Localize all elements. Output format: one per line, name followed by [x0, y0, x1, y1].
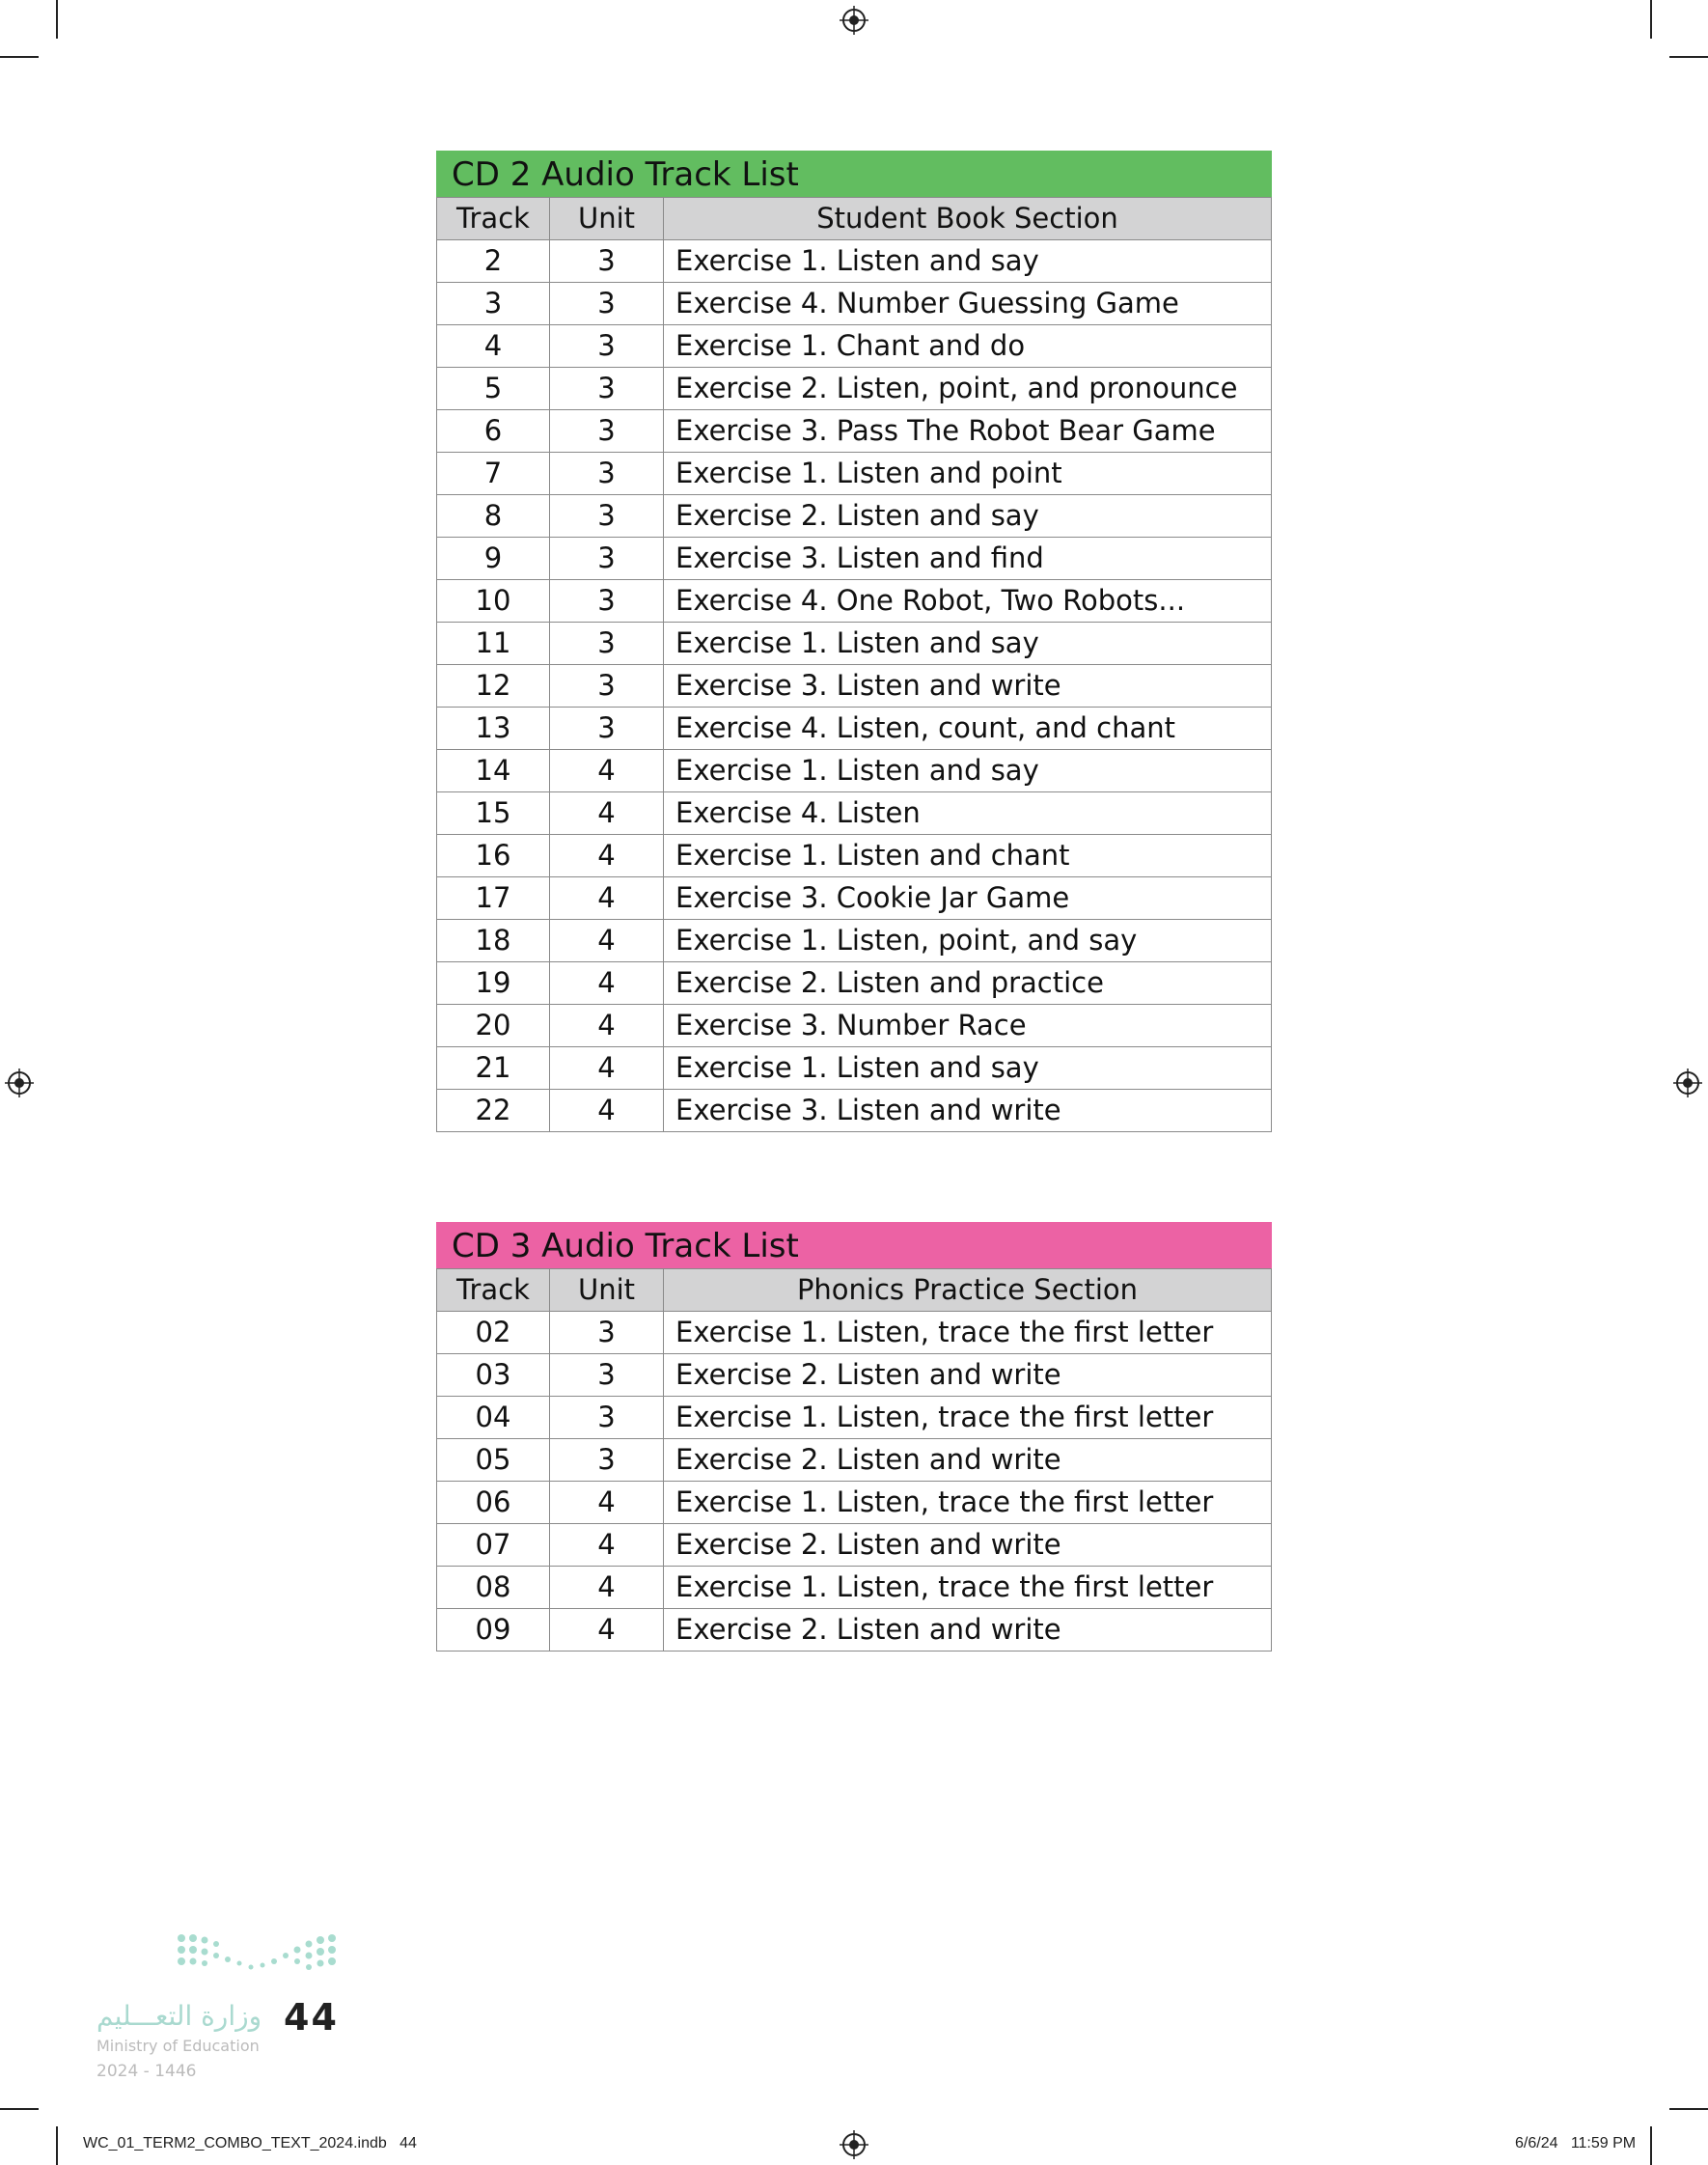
track-cell: 07 [437, 1524, 550, 1567]
table-row [437, 1005, 1272, 1047]
section-cell: Exercise 4. One Robot, Two Robots... [664, 580, 1272, 623]
table-row [437, 240, 1272, 283]
table-row [437, 453, 1272, 495]
ministry-year: 2024 - 1446 [96, 2062, 197, 2081]
section-cell: Exercise 2. Listen and practice [664, 962, 1272, 1005]
track-cell: 20 [437, 1005, 550, 1047]
table-row [437, 1047, 1272, 1090]
table-row [437, 1397, 1272, 1439]
section-cell: Exercise 2. Listen and write [664, 1524, 1272, 1567]
registration-mark-icon [5, 1069, 34, 1097]
track-cell: 12 [437, 665, 550, 708]
track-cell: 9 [437, 538, 550, 580]
section-cell: Exercise 1. Listen, point, and say [664, 920, 1272, 962]
ministry-english-name: Ministry of Education [96, 2037, 260, 2055]
cd2-title-banner: CD 2 Audio Track List [436, 151, 1272, 197]
section-cell: Exercise 1. Listen and say [664, 240, 1272, 283]
track-cell: 06 [437, 1482, 550, 1524]
section-cell: Exercise 3. Number Race [664, 1005, 1272, 1047]
track-cell: 13 [437, 708, 550, 750]
table-row [437, 665, 1272, 708]
track-cell: 22 [437, 1090, 550, 1132]
section-cell: Exercise 2. Listen and write [664, 1609, 1272, 1652]
table-row [437, 538, 1272, 580]
table-row [437, 368, 1272, 410]
unit-cell: 3 [550, 325, 664, 368]
section-cell: Exercise 3. Pass The Robot Bear Game [664, 410, 1272, 453]
track-cell: 21 [437, 1047, 550, 1090]
crop-mark [1650, 2126, 1652, 2165]
track-cell: 05 [437, 1439, 550, 1482]
section-cell: Exercise 4. Listen, count, and chant [664, 708, 1272, 750]
section-cell: Exercise 3. Cookie Jar Game [664, 877, 1272, 920]
unit-cell: 4 [550, 877, 664, 920]
crop-mark [0, 56, 39, 58]
header-section: Phonics Practice Section [664, 1269, 1272, 1312]
registration-mark-icon [840, 2130, 868, 2159]
track-cell: 02 [437, 1312, 550, 1354]
table-row [437, 920, 1272, 962]
unit-cell: 3 [550, 538, 664, 580]
unit-cell: 4 [550, 1524, 664, 1567]
unit-cell: 4 [550, 792, 664, 835]
cd3-title-banner: CD 3 Audio Track List [436, 1222, 1272, 1268]
section-cell: Exercise 4. Listen [664, 792, 1272, 835]
crop-mark [1669, 56, 1708, 58]
cd3-track-table [436, 1268, 1272, 1652]
unit-cell: 3 [550, 1439, 664, 1482]
unit-cell: 3 [550, 410, 664, 453]
crop-mark [56, 2126, 58, 2165]
unit-cell: 3 [550, 368, 664, 410]
track-cell: 19 [437, 962, 550, 1005]
section-cell: Exercise 2. Listen and say [664, 495, 1272, 538]
table-row [437, 1312, 1272, 1354]
registration-mark-icon [1673, 1069, 1702, 1097]
table-row [437, 835, 1272, 877]
table-row [437, 1439, 1272, 1482]
table-row [437, 283, 1272, 325]
track-cell: 8 [437, 495, 550, 538]
unit-cell: 3 [550, 495, 664, 538]
unit-cell: 4 [550, 1005, 664, 1047]
table-row [437, 1354, 1272, 1397]
section-cell: Exercise 1. Listen, trace the first letter [664, 1482, 1272, 1524]
header-section: Student Book Section [664, 198, 1272, 240]
track-cell: 6 [437, 410, 550, 453]
unit-cell: 4 [550, 920, 664, 962]
track-cell: 09 [437, 1609, 550, 1652]
table-row [437, 410, 1272, 453]
table-row [437, 708, 1272, 750]
unit-cell: 4 [550, 835, 664, 877]
unit-cell: 4 [550, 1567, 664, 1609]
unit-cell: 3 [550, 1397, 664, 1439]
unit-cell: 3 [550, 1354, 664, 1397]
table-row [437, 580, 1272, 623]
table-row [437, 877, 1272, 920]
ministry-logo-icon [174, 1932, 347, 1990]
crop-mark [56, 0, 58, 39]
page-number: 44 [284, 1996, 339, 2039]
slug-date-info: 6/6/24 11:59 PM [1515, 2135, 1637, 2151]
track-cell: 15 [437, 792, 550, 835]
track-cell: 10 [437, 580, 550, 623]
section-cell: Exercise 1. Chant and do [664, 325, 1272, 368]
table-row [437, 792, 1272, 835]
table-row [437, 750, 1272, 792]
unit-cell: 4 [550, 1482, 664, 1524]
section-cell: Exercise 1. Listen, trace the first letter [664, 1567, 1272, 1609]
crop-mark [0, 2108, 39, 2110]
unit-cell: 3 [550, 665, 664, 708]
registration-mark-icon [840, 6, 868, 35]
unit-cell: 3 [550, 623, 664, 665]
table-row [437, 962, 1272, 1005]
unit-cell: 4 [550, 750, 664, 792]
unit-cell: 3 [550, 453, 664, 495]
table-row [437, 1482, 1272, 1524]
track-cell: 3 [437, 283, 550, 325]
section-cell: Exercise 1. Listen and chant [664, 835, 1272, 877]
section-cell: Exercise 3. Listen and write [664, 665, 1272, 708]
track-cell: 08 [437, 1567, 550, 1609]
track-cell: 16 [437, 835, 550, 877]
section-cell: Exercise 2. Listen and write [664, 1439, 1272, 1482]
track-cell: 17 [437, 877, 550, 920]
unit-cell: 3 [550, 580, 664, 623]
section-cell: Exercise 1. Listen and say [664, 750, 1272, 792]
track-cell: 4 [437, 325, 550, 368]
table-row [437, 623, 1272, 665]
cd2-track-table [436, 197, 1272, 1132]
ministry-arabic-name: وزارة التعـــليم [96, 2000, 262, 2032]
track-cell: 14 [437, 750, 550, 792]
unit-cell: 3 [550, 240, 664, 283]
table-row [437, 325, 1272, 368]
track-cell: 2 [437, 240, 550, 283]
unit-cell: 4 [550, 1047, 664, 1090]
section-cell: Exercise 1. Listen, trace the first letter [664, 1397, 1272, 1439]
slug-file-info: WC_01_TERM2_COMBO_TEXT_2024.indb 44 [83, 2135, 417, 2151]
table-header-row [437, 198, 1272, 240]
unit-cell: 3 [550, 1312, 664, 1354]
track-cell: 5 [437, 368, 550, 410]
table-row [437, 495, 1272, 538]
table-row [437, 1567, 1272, 1609]
section-cell: Exercise 2. Listen, point, and pronounce [664, 368, 1272, 410]
unit-cell: 3 [550, 708, 664, 750]
header-track: Track [437, 1269, 550, 1312]
section-cell: Exercise 3. Listen and write [664, 1090, 1272, 1132]
section-cell: Exercise 1. Listen and say [664, 1047, 1272, 1090]
track-cell: 11 [437, 623, 550, 665]
table-row [437, 1609, 1272, 1652]
section-cell: Exercise 1. Listen, trace the first letter [664, 1312, 1272, 1354]
unit-cell: 4 [550, 1609, 664, 1652]
header-unit: Unit [550, 1269, 664, 1312]
header-track: Track [437, 198, 550, 240]
unit-cell: 4 [550, 1090, 664, 1132]
section-cell: Exercise 1. Listen and say [664, 623, 1272, 665]
table-header-row [437, 1269, 1272, 1312]
header-unit: Unit [550, 198, 664, 240]
table-row [437, 1524, 1272, 1567]
crop-mark [1669, 2108, 1708, 2110]
unit-cell: 3 [550, 283, 664, 325]
track-cell: 18 [437, 920, 550, 962]
section-cell: Exercise 1. Listen and point [664, 453, 1272, 495]
section-cell: Exercise 4. Number Guessing Game [664, 283, 1272, 325]
track-cell: 7 [437, 453, 550, 495]
table-row [437, 1090, 1272, 1132]
section-cell: Exercise 2. Listen and write [664, 1354, 1272, 1397]
track-cell: 03 [437, 1354, 550, 1397]
section-cell: Exercise 3. Listen and find [664, 538, 1272, 580]
unit-cell: 4 [550, 962, 664, 1005]
track-cell: 04 [437, 1397, 550, 1439]
crop-mark [1650, 0, 1652, 39]
